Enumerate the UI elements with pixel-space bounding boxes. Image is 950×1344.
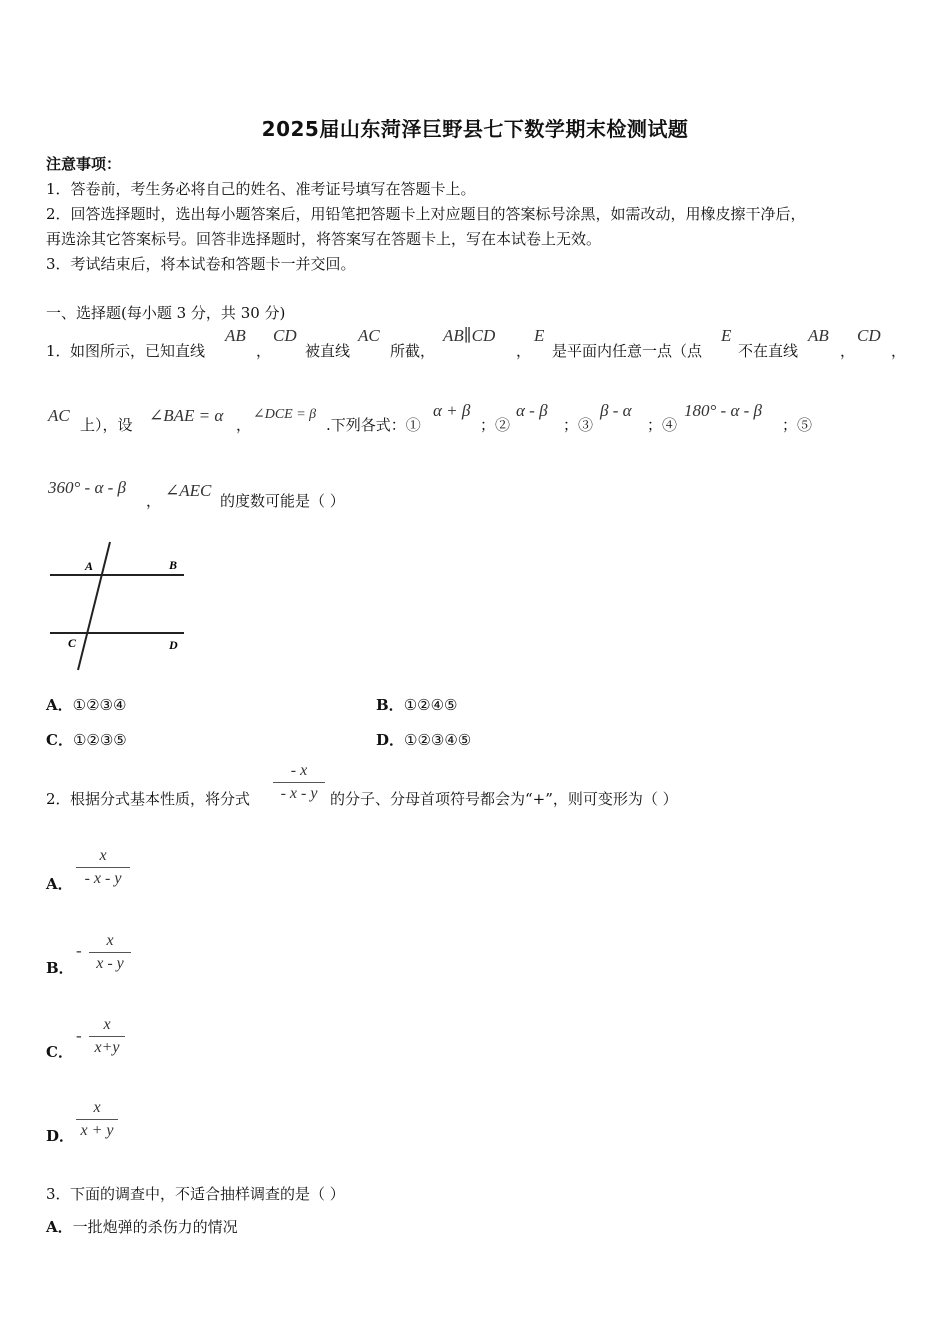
section-heading: 一、选择题(每小题 3 分，共 30 分) [46, 304, 286, 322]
notice-item: 2．回答选择题时，选出每小题答案后，用铅笔把答题卡上对应题目的答案标号涂黑，如需改动，用橡皮擦干净后， [46, 205, 806, 223]
q3-number: 3． [46, 1185, 71, 1203]
q1-comma: ， [891, 342, 907, 360]
math-cd: CD [273, 326, 297, 345]
math-ab: AB [808, 326, 829, 345]
option-a[interactable]: A．一批炮弹的杀伤力的情况 [46, 1218, 238, 1236]
notice-item: 再选涂其它答案标号。回答非选择题时，将答案写在答题卡上，写在本试卷上无效。 [46, 230, 602, 248]
q1-text: 上），设 [80, 416, 133, 434]
math-expr-4: 180° - α - β [684, 401, 763, 420]
notice-item: 3．考试结束后，将本试卷和答题卡一并交回。 [46, 255, 356, 273]
math-parallel: AB∥CD [443, 326, 496, 345]
math-ac: AC [48, 406, 70, 425]
option-c[interactable]: C． [46, 1043, 73, 1061]
parallel-lines-figure [44, 538, 194, 678]
point-b-label: B [169, 558, 178, 572]
notice-heading: 注意事项： [46, 155, 122, 173]
option-c[interactable]: C．①②③⑤ [46, 731, 127, 749]
option-b[interactable]: B． [46, 959, 74, 977]
q1-text: ；④ [647, 416, 678, 434]
option-a[interactable]: A． [46, 875, 73, 893]
q1-text: 不在直线 [738, 342, 799, 360]
q1-comma: ， [146, 492, 162, 510]
math-expr-2: α - β [516, 401, 548, 420]
point-a-label: A [85, 559, 94, 573]
point-d-label: D [169, 638, 178, 652]
math-angle-bae: ∠BAE = α [149, 406, 224, 425]
option-d[interactable]: D．①②③④⑤ [376, 731, 472, 749]
option-a-fraction: x - x - y [76, 846, 130, 889]
page-title: 2025届山东菏泽巨野县七下数学期末检测试题 [261, 117, 689, 141]
line-ac [78, 542, 110, 670]
math-expr-5: 360° - α - β [48, 478, 127, 497]
option-d-fraction: x x + y [76, 1098, 118, 1141]
q1-text: .下列各式：① [326, 416, 421, 434]
q2-fraction: - x - x - y [273, 761, 325, 804]
q1-number: 1． [46, 342, 71, 360]
q1-text: 是平面内任意一点（点 [552, 342, 703, 360]
point-c-label: C [68, 636, 77, 650]
q1-comma: ， [840, 342, 856, 360]
option-b-fraction: x x - y [89, 931, 131, 974]
q1-text: ；③ [563, 416, 594, 434]
option-sign: - [76, 1026, 82, 1045]
q1-comma: ， [236, 416, 252, 434]
math-expr-1: α + β [433, 401, 471, 420]
q1-text: 被直线 [305, 342, 351, 360]
notice-item: 1．答卷前，考生务必将自己的姓名、准考证号填写在答题卡上。 [46, 180, 476, 198]
q1-text: ；⑤ [782, 416, 813, 434]
q1-text: ；② [480, 416, 511, 434]
math-angle-aec: ∠AEC [165, 481, 212, 500]
q1-comma: ， [256, 342, 272, 360]
q1-text: 如图所示，已知直线 [70, 342, 206, 360]
math-ac: AC [358, 326, 380, 345]
option-a[interactable]: A．①②③④ [46, 696, 127, 714]
math-e: E [721, 326, 732, 345]
option-sign: - [76, 941, 82, 960]
q2-text: 根据分式基本性质，将分式 [70, 790, 251, 808]
math-angle-dce: ∠DCE = β [253, 407, 317, 422]
math-e: E [534, 326, 545, 345]
q3-text: 下面的调查中，不适合抽样调查的是（ ） [70, 1185, 345, 1203]
math-ab: AB [225, 326, 246, 345]
q1-comma: ， [516, 342, 532, 360]
q2-number: 2． [46, 790, 71, 808]
option-d[interactable]: D． [46, 1127, 75, 1145]
option-c-fraction: x x+y [89, 1015, 125, 1058]
math-cd: CD [857, 326, 881, 345]
q1-text: 的度数可能是（ ） [220, 492, 345, 510]
math-expr-3: β - α [600, 401, 632, 420]
q2-text: 的分子、分母首项符号都会为“+”，则可变形为（ ） [330, 790, 678, 808]
q1-text: 所截， [390, 342, 436, 360]
option-b[interactable]: B．①②④⑤ [376, 696, 458, 714]
